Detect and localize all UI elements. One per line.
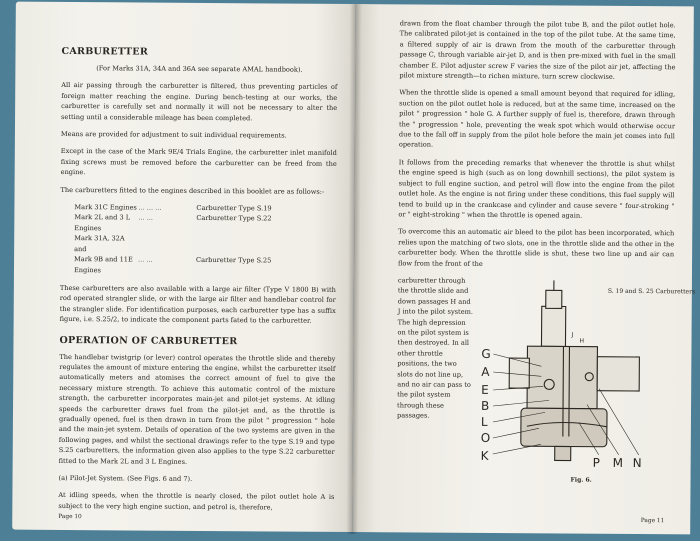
label-a: A	[481, 364, 490, 379]
page-number: Page 10	[58, 513, 82, 521]
paragraph: It follows from the preceding remarks that whenever the throttle is shut whilst the engine speed is high (such as on long downhill sections), the pilot system is subject to full engine suction, and petrol will flow into the engine from the pilot outlet hole. As the engine is not firing under these conditions, this fuel supply will tend to build up in the crankcase and cylinder and cause severe " four-stroking " or " eight-stroking " when the throttle is opened again.	[398, 158, 675, 220]
heading-carburetter: CARBURETTER	[61, 45, 149, 58]
table-row: Mark 2L and 3 L Engines ... ... Carburetter Type S.22	[74, 213, 272, 233]
table-row: Mark 9B and 11E Engines ... ... Carburetter Type S.25	[73, 255, 272, 274]
paragraph: To overcome this an automatic air bleed to the pilot has been incorporated, which relies upon the matching of two slots, one in the throttle slide and the other in the carburetter body. When the throttle slide is shut, these two line up and air can flow from the front of the	[398, 227, 675, 268]
booklet-spread	[4, 2, 698, 539]
subheading: (a) Pilot-Jet System. (See Figs. 6 and 7).	[58, 473, 193, 483]
carburetter-table	[74, 202, 337, 277]
paragraph: All air passing through the carburetter is filtered, thus preventing particles of foreign matter reaching the engine. During bench-testing at our works, the carburetter is carefully set and normally it will not be necessary to alter the setting until a considerable mileage has been completed.	[61, 81, 338, 122]
figure-area	[396, 275, 696, 487]
paragraph: The handlebar twistgrip (or lever) control operates the throttle slide and thereby regulates the amount of mixture entering the engine, whilst the carburetter itself automatically meters and atomises the correct amount of fuel to give the necessary mixture strength. To achieve this automatic control of the mixture strength, the carburetter incorporates main-jet and pilot-jet systems. At idling speeds the carburetter draws fuel from the pilot-jet and, as the throttle is gradually opened, fuel is then drawn in turn from the pilot " progression " hole and the main-jet system. Details of operation of the two systems are given in the following pages, and whilst the sectional drawings refer to the type S.19 and type S.25 carburetters, the information given also applies to the type S.22 carburetter fitted to the Mark 2L and 3 L Engines.	[58, 352, 336, 466]
carburetter-figure	[478, 276, 696, 487]
label-k: K	[480, 448, 489, 463]
label-h: H	[579, 337, 585, 345]
label-e: E	[481, 382, 489, 397]
paragraph: carburetter through the throttle slide and down passages H and J into the pilot system. The high depression on the pilot system is then destroyed. In all other throttle positions, the two slots do not line up, and no air can pass to the pilot system through these passages.	[396, 276, 474, 420]
label-g: G	[481, 346, 491, 361]
label-b: B	[481, 398, 490, 413]
figure-caption-top: S. 19 and S. 25 Carburetters	[607, 287, 696, 296]
label-n: N	[632, 455, 642, 470]
label-p: P	[592, 455, 600, 470]
page-number: Page 11	[640, 518, 665, 525]
label-j: J	[571, 331, 574, 339]
paragraph: Except in the case of the Mark 9E/4 Trials Engine, the carburetter inlet manifold fixing screws must be removed before the carburetter can be freed from the engine.	[60, 147, 337, 177]
intro-note: (For Marks 31A, 34A and 36A see separate AMAL handbook).	[96, 64, 303, 74]
paragraph: At idling speeds, when the throttle is nearly closed, the pilot outlet hole A is subject to the very high engine suction, and petrol is, therefore,	[58, 491, 335, 512]
wrapped-text	[397, 275, 474, 421]
label-l: L	[480, 414, 488, 429]
table-row: Mark 31A, 32A and	[74, 234, 125, 253]
heading-operation: OPERATION OF CARBURETTER	[59, 334, 238, 347]
carburetter-diagram	[478, 276, 696, 487]
paragraph: When the throttle slide is opened a small amount beyond that required for idling, suction on the pilot outlet hole is reduced, but at the same time, increased on the pilot " progression " hole G. A further supply of fuel is, therefore, drawn through the " progression " hole, preventing the weak spot which would otherwise occur due to the fall off in supply from the pilot hole before the main jet comes into full operation.	[398, 88, 676, 150]
paragraph: These carburetters are also available with a large air filter (Type V 1800 B) with rod operated strangler slide, or with the large air filter and handlebar control for the strangler slide. For identification purposes, each carburetter type has a suffix figure, i.e. S.25/2, to indicate the component parts fated to the carburetter.	[59, 283, 336, 325]
label-m: M	[612, 455, 624, 470]
figure-caption: Fig. 6.	[570, 476, 592, 484]
left-page	[12, 2, 356, 532]
paragraph: The carburetters fitted to the engines described in this booklet are as follows:-	[60, 185, 325, 196]
label-o: O	[480, 430, 491, 445]
table-row: Mark 31C Engines ... ... ... Carburetter Type S.19	[74, 203, 272, 213]
paragraph: Means are provided for adjustment to suit individual requirements.	[60, 130, 287, 140]
paragraph: drawn from the float chamber through the pilot tube B, and the pilot outlet hole. The calibrated pilot-jet is contained in the top of the pilot tube. At the same time, a filtered supply of air is drawn from the mouth of the carburetter through passage C, through variable air-jet D, and is then pre-mixed with fuel in the small chamber E. Pilot adjuster screw F varies the size of the pilot air jet, affecting the pilot mixture strength—to richen mixture, turn screw clockwise.	[399, 19, 676, 81]
right-page	[352, 4, 694, 534]
